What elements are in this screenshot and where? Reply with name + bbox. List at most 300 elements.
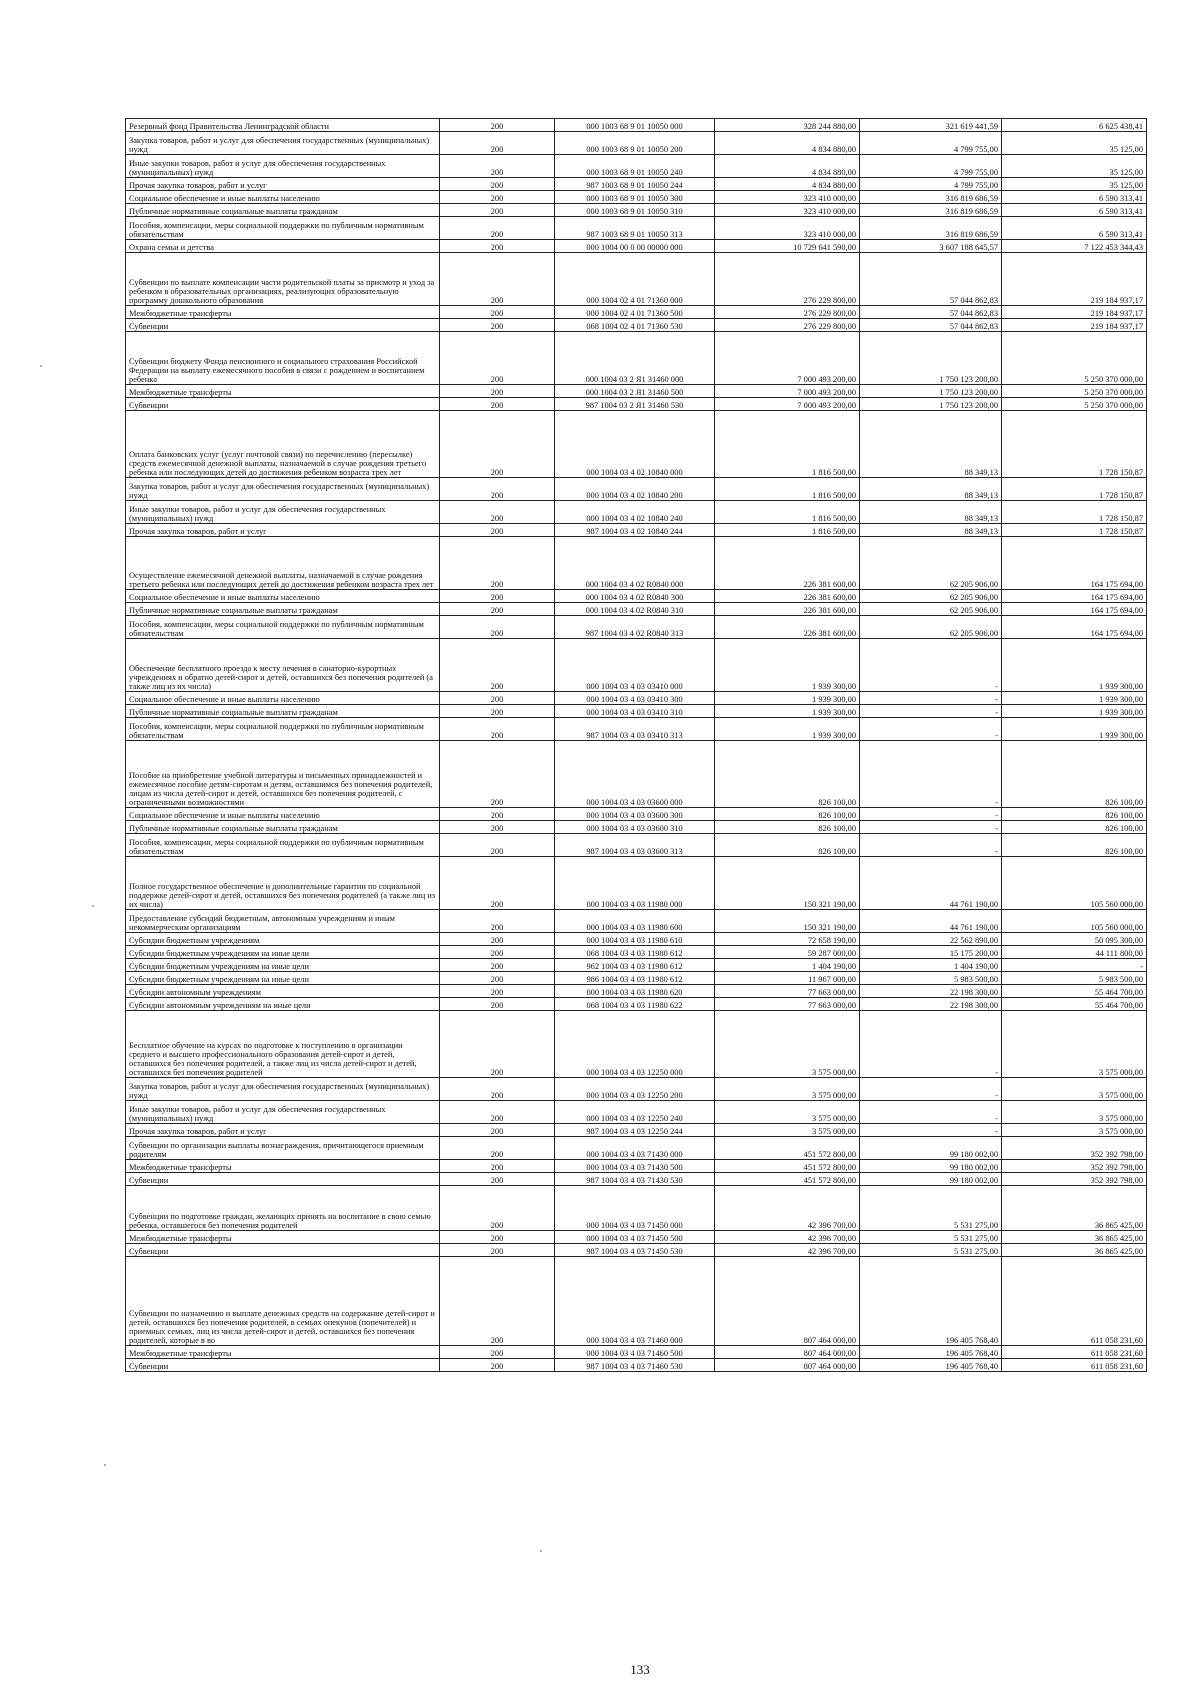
row-approved-amount: 226 381 600,00: [715, 616, 860, 639]
row-unexecuted-amount: 1 728 150,87: [1002, 501, 1147, 524]
row-executed-amount: 196 405 768,40: [860, 1359, 1002, 1372]
row-approved-amount: 1 816 500,00: [715, 478, 860, 501]
row-approved-amount: 3 575 000,00: [715, 1011, 860, 1078]
row-line-code: 200: [440, 1257, 555, 1346]
row-unexecuted-amount: 611 058 231,60: [1002, 1359, 1147, 1372]
row-unexecuted-amount: 352 392 798,00: [1002, 1173, 1147, 1186]
row-name: Бесплатное обучение на курсах по подготовке к поступлению в организации среднего и высшего профессионального образования детей-сирот и детей, оставшихся без попечения родителей, а также лиц из числа детей-сирот и детей, оставшихся без попечения родителей: [126, 1011, 440, 1078]
table-row: [126, 985, 1147, 998]
row-line-code: 200: [440, 524, 555, 537]
row-name: Пособия, компенсации, меры социальной поддержки по публичным нормативным обязательствам: [126, 834, 440, 857]
row-unexecuted-amount: 50 095 300,00: [1002, 933, 1147, 946]
row-approved-amount: 7 000 493 200,00: [715, 332, 860, 385]
table-row: [126, 155, 1147, 178]
row-budget-classification-code: 000 1004 03 4 03 12250 200: [555, 1078, 715, 1101]
row-unexecuted-amount: 36 865 425,00: [1002, 1231, 1147, 1244]
row-executed-amount: 88 349,13: [860, 478, 1002, 501]
row-approved-amount: 77 663 000,00: [715, 998, 860, 1011]
row-unexecuted-amount: 3 575 000,00: [1002, 1078, 1147, 1101]
row-approved-amount: 1 939 300,00: [715, 705, 860, 718]
table-row: [126, 616, 1147, 639]
row-executed-amount: 3 607 188 645,57: [860, 240, 1002, 253]
row-unexecuted-amount: 3 575 000,00: [1002, 1011, 1147, 1078]
row-unexecuted-amount: 164 175 694,00: [1002, 616, 1147, 639]
row-budget-classification-code: 000 1004 03 4 02 R0840 000: [555, 537, 715, 590]
row-approved-amount: 323 410 000,00: [715, 191, 860, 204]
row-line-code: 200: [440, 972, 555, 985]
table-row: [126, 1137, 1147, 1160]
row-line-code: 200: [440, 1124, 555, 1137]
row-unexecuted-amount: 826 100,00: [1002, 834, 1147, 857]
row-executed-amount: 62 205 906,00: [860, 590, 1002, 603]
row-executed-amount: 88 349,13: [860, 501, 1002, 524]
row-name: Полное государственное обеспечение и дополнительные гарантии по социальной поддержке детей-сирот и детей, оставшихся без попечения родителей (а также лиц из их числа): [126, 857, 440, 910]
row-budget-classification-code: 000 1004 03 4 03 71430 000: [555, 1137, 715, 1160]
row-unexecuted-amount: 826 100,00: [1002, 808, 1147, 821]
row-unexecuted-amount: 1 939 300,00: [1002, 692, 1147, 705]
row-budget-classification-code: 987 1004 03 4 03 71450 530: [555, 1244, 715, 1257]
row-line-code: 200: [440, 1078, 555, 1101]
budget-table: [125, 118, 1147, 1372]
row-executed-amount: 99 180 002,00: [860, 1173, 1002, 1186]
row-approved-amount: 807 464 000,00: [715, 1257, 860, 1346]
row-name: Субвенции: [126, 1359, 440, 1372]
row-line-code: 200: [440, 501, 555, 524]
row-unexecuted-amount: -: [1002, 959, 1147, 972]
row-budget-classification-code: 000 1004 03 4 03 11980 610: [555, 933, 715, 946]
row-name: Публичные нормативные социальные выплаты гражданам: [126, 204, 440, 217]
row-executed-amount: 4 799 755,00: [860, 132, 1002, 155]
table-row: [126, 240, 1147, 253]
scan-speck: [540, 1550, 542, 1552]
row-unexecuted-amount: 36 865 425,00: [1002, 1244, 1147, 1257]
row-line-code: 200: [440, 705, 555, 718]
row-budget-classification-code: 000 1003 68 9 01 10050 240: [555, 155, 715, 178]
row-budget-classification-code: 000 1004 03 4 03 12250 240: [555, 1101, 715, 1124]
table-row: [126, 857, 1147, 910]
row-line-code: 200: [440, 590, 555, 603]
row-budget-classification-code: 000 1004 03 4 03 11980 600: [555, 910, 715, 933]
row-budget-classification-code: 000 1004 03 4 03 03600 000: [555, 741, 715, 808]
row-line-code: 200: [440, 155, 555, 178]
row-name: Межбюджетные трансферты: [126, 1160, 440, 1173]
row-line-code: 200: [440, 857, 555, 910]
row-unexecuted-amount: 1 728 150,87: [1002, 524, 1147, 537]
row-budget-classification-code: 000 1003 68 9 01 10050 300: [555, 191, 715, 204]
row-name: Пособия, компенсации, меры социальной поддержки по публичным нормативным обязательствам: [126, 217, 440, 240]
table-row: [126, 1346, 1147, 1359]
row-name: Прочая закупка товаров, работ и услуг: [126, 178, 440, 191]
row-approved-amount: 4 834 880,00: [715, 155, 860, 178]
row-budget-classification-code: 000 1004 03 4 02 R0840 300: [555, 590, 715, 603]
row-approved-amount: 1 816 500,00: [715, 411, 860, 478]
row-executed-amount: 88 349,13: [860, 524, 1002, 537]
row-executed-amount: 44 761 190,00: [860, 910, 1002, 933]
row-budget-classification-code: 000 1004 03 4 03 03410 300: [555, 692, 715, 705]
row-budget-classification-code: 068 1004 03 4 03 11980 612: [555, 946, 715, 959]
row-approved-amount: 451 572 800,00: [715, 1137, 860, 1160]
row-name: Публичные нормативные социальные выплаты гражданам: [126, 821, 440, 834]
table-row: [126, 385, 1147, 398]
row-executed-amount: -: [860, 1124, 1002, 1137]
row-name: Межбюджетные трансферты: [126, 1231, 440, 1244]
row-approved-amount: 11 967 000,00: [715, 972, 860, 985]
row-unexecuted-amount: 6 590 313,41: [1002, 204, 1147, 217]
row-approved-amount: 276 229 800,00: [715, 306, 860, 319]
row-line-code: 200: [440, 119, 555, 132]
row-unexecuted-amount: 6 590 313,41: [1002, 191, 1147, 204]
row-name: Пособия, компенсации, меры социальной поддержки по публичным нормативным обязательствам: [126, 616, 440, 639]
row-unexecuted-amount: 55 464 700,00: [1002, 985, 1147, 998]
row-line-code: 200: [440, 1011, 555, 1078]
row-unexecuted-amount: 6 590 313,41: [1002, 217, 1147, 240]
row-line-code: 200: [440, 306, 555, 319]
table-row: [126, 910, 1147, 933]
row-unexecuted-amount: 164 175 694,00: [1002, 537, 1147, 590]
row-budget-classification-code: 962 1004 03 4 03 11980 612: [555, 959, 715, 972]
row-executed-amount: 44 761 190,00: [860, 857, 1002, 910]
row-executed-amount: 62 205 906,00: [860, 537, 1002, 590]
row-approved-amount: 328 244 880,00: [715, 119, 860, 132]
row-unexecuted-amount: 164 175 694,00: [1002, 603, 1147, 616]
row-line-code: 200: [440, 1186, 555, 1231]
row-budget-classification-code: 987 1004 03 4 03 12250 244: [555, 1124, 715, 1137]
row-line-code: 200: [440, 385, 555, 398]
row-approved-amount: 3 575 000,00: [715, 1124, 860, 1137]
row-approved-amount: 7 000 493 200,00: [715, 398, 860, 411]
row-name: Субвенции по подготовке граждан, желающих принять на воспитание в свою семью ребенка, оставшегося без попечения родителей: [126, 1186, 440, 1231]
row-approved-amount: 10 729 641 590,00: [715, 240, 860, 253]
table-row: [126, 834, 1147, 857]
table-row: [126, 332, 1147, 385]
table-row: [126, 1011, 1147, 1078]
row-unexecuted-amount: 35 125,00: [1002, 178, 1147, 191]
row-executed-amount: 1 750 123 200,00: [860, 385, 1002, 398]
row-executed-amount: 321 619 441,59: [860, 119, 1002, 132]
row-executed-amount: 22 198 300,00: [860, 985, 1002, 998]
row-budget-classification-code: 000 1004 03 4 03 71450 000: [555, 1186, 715, 1231]
table-row: [126, 501, 1147, 524]
row-unexecuted-amount: 1 728 150,87: [1002, 411, 1147, 478]
row-approved-amount: 826 100,00: [715, 741, 860, 808]
row-unexecuted-amount: 3 575 000,00: [1002, 1124, 1147, 1137]
row-approved-amount: 807 464 000,00: [715, 1346, 860, 1359]
table-row: [126, 119, 1147, 132]
row-line-code: 200: [440, 537, 555, 590]
row-name: Социальное обеспечение и иные выплаты населению: [126, 808, 440, 821]
row-executed-amount: 57 044 862,83: [860, 306, 1002, 319]
row-name: Субсидии бюджетным учреждениям на иные цели: [126, 972, 440, 985]
table-row: [126, 705, 1147, 718]
row-executed-amount: 5 531 275,00: [860, 1231, 1002, 1244]
row-executed-amount: 99 180 002,00: [860, 1160, 1002, 1173]
row-budget-classification-code: 000 1003 68 9 01 10050 310: [555, 204, 715, 217]
row-name: Публичные нормативные социальные выплаты гражданам: [126, 603, 440, 616]
row-unexecuted-amount: 7 122 453 344,43: [1002, 240, 1147, 253]
row-budget-classification-code: 000 1004 03 4 03 71460 000: [555, 1257, 715, 1346]
row-approved-amount: 42 396 700,00: [715, 1244, 860, 1257]
row-line-code: 200: [440, 692, 555, 705]
row-budget-classification-code: 000 1004 02 4 01 71360 000: [555, 253, 715, 306]
row-budget-classification-code: 000 1003 68 9 01 10050 000: [555, 119, 715, 132]
row-executed-amount: -: [860, 1101, 1002, 1124]
table-row: [126, 319, 1147, 332]
scan-speck: [104, 1464, 106, 1466]
row-unexecuted-amount: 5 983 500,00: [1002, 972, 1147, 985]
row-budget-classification-code: 987 1004 03 2 Я1 31460 530: [555, 398, 715, 411]
row-budget-classification-code: 987 1003 68 9 01 10050 244: [555, 178, 715, 191]
table-row: [126, 191, 1147, 204]
row-unexecuted-amount: 3 575 000,00: [1002, 1101, 1147, 1124]
row-unexecuted-amount: 105 560 000,00: [1002, 910, 1147, 933]
row-budget-classification-code: 000 1004 03 4 03 71450 500: [555, 1231, 715, 1244]
row-name: Субсидии автономным учреждениям на иные цели: [126, 998, 440, 1011]
row-budget-classification-code: 987 1004 03 4 03 71430 530: [555, 1173, 715, 1186]
row-line-code: 200: [440, 240, 555, 253]
row-name: Закупка товаров, работ и услуг для обеспечения государственных (муниципальных) нужд: [126, 1078, 440, 1101]
row-approved-amount: 150 321 190,00: [715, 857, 860, 910]
row-executed-amount: -: [860, 1011, 1002, 1078]
row-executed-amount: -: [860, 834, 1002, 857]
table-row: [126, 537, 1147, 590]
row-line-code: 200: [440, 603, 555, 616]
row-approved-amount: 276 229 800,00: [715, 253, 860, 306]
row-unexecuted-amount: 826 100,00: [1002, 821, 1147, 834]
row-line-code: 200: [440, 998, 555, 1011]
row-executed-amount: 22 562 890,00: [860, 933, 1002, 946]
table-row: [126, 478, 1147, 501]
row-approved-amount: 226 381 600,00: [715, 603, 860, 616]
row-budget-classification-code: 000 1004 03 4 03 03600 310: [555, 821, 715, 834]
row-executed-amount: -: [860, 692, 1002, 705]
table-row: [126, 1244, 1147, 1257]
row-executed-amount: 5 531 275,00: [860, 1186, 1002, 1231]
row-approved-amount: 451 572 800,00: [715, 1173, 860, 1186]
row-approved-amount: 59 287 000,00: [715, 946, 860, 959]
row-line-code: 200: [440, 808, 555, 821]
row-name: Субсидии автономным учреждениям: [126, 985, 440, 998]
row-name: Субвенции: [126, 1244, 440, 1257]
row-name: Прочая закупка товаров, работ и услуг: [126, 524, 440, 537]
row-budget-classification-code: 000 1004 03 4 03 03410 000: [555, 639, 715, 692]
row-executed-amount: -: [860, 808, 1002, 821]
table-row: [126, 132, 1147, 155]
row-line-code: 200: [440, 910, 555, 933]
row-executed-amount: -: [860, 741, 1002, 808]
row-unexecuted-amount: 611 058 231,60: [1002, 1257, 1147, 1346]
row-unexecuted-amount: 36 865 425,00: [1002, 1186, 1147, 1231]
row-unexecuted-amount: 1 939 300,00: [1002, 639, 1147, 692]
row-executed-amount: 4 799 755,00: [860, 178, 1002, 191]
row-name: Иные закупки товаров, работ и услуг для обеспечения государственных (муниципальных) нужд: [126, 501, 440, 524]
row-budget-classification-code: 000 1004 03 4 02 R0840 310: [555, 603, 715, 616]
row-name: Субвенции: [126, 398, 440, 411]
row-executed-amount: 4 799 755,00: [860, 155, 1002, 178]
row-line-code: 200: [440, 204, 555, 217]
row-name: Публичные нормативные социальные выплаты гражданам: [126, 705, 440, 718]
row-executed-amount: 196 405 768,40: [860, 1257, 1002, 1346]
table-row: [126, 524, 1147, 537]
table-row: [126, 808, 1147, 821]
row-executed-amount: 316 819 686,59: [860, 204, 1002, 217]
row-budget-classification-code: 000 1004 03 4 03 11980 620: [555, 985, 715, 998]
row-approved-amount: 3 575 000,00: [715, 1078, 860, 1101]
row-executed-amount: 62 205 906,00: [860, 603, 1002, 616]
row-executed-amount: 5 531 275,00: [860, 1244, 1002, 1257]
row-unexecuted-amount: 105 560 000,00: [1002, 857, 1147, 910]
row-approved-amount: 42 396 700,00: [715, 1186, 860, 1231]
row-name: Субвенции по выплате компенсации части родительской платы за присмотр и уход за ребенком в образовательных организациях, реализующих образовательную программу дошкольного образования: [126, 253, 440, 306]
row-approved-amount: 42 396 700,00: [715, 1231, 860, 1244]
row-approved-amount: 226 381 600,00: [715, 537, 860, 590]
table-row: [126, 253, 1147, 306]
row-name: Межбюджетные трансферты: [126, 1346, 440, 1359]
row-approved-amount: 226 381 600,00: [715, 590, 860, 603]
row-line-code: 200: [440, 217, 555, 240]
row-approved-amount: 826 100,00: [715, 821, 860, 834]
row-executed-amount: -: [860, 718, 1002, 741]
row-executed-amount: 22 198 300,00: [860, 998, 1002, 1011]
row-name: Межбюджетные трансферты: [126, 385, 440, 398]
row-budget-classification-code: 000 1004 03 4 02 10840 200: [555, 478, 715, 501]
row-unexecuted-amount: 164 175 694,00: [1002, 590, 1147, 603]
row-name: Пособие на приобретение учебной литературы и письменных принадлежностей и ежемесячное пособие детям-сиротам и детям, оставшимся без попечения родителей, лицам из числа детей-сирот и детей, оставшихся без попечения родителей, с ограниченными возможностями: [126, 741, 440, 808]
row-executed-amount: 99 180 002,00: [860, 1137, 1002, 1160]
table-row: [126, 639, 1147, 692]
row-approved-amount: 1 939 300,00: [715, 692, 860, 705]
row-budget-classification-code: 000 1004 00 0 00 00000 000: [555, 240, 715, 253]
row-name: Пособия, компенсации, меры социальной поддержки по публичным нормативным обязательствам: [126, 718, 440, 741]
table-row: [126, 972, 1147, 985]
row-budget-classification-code: 000 1004 03 2 Я1 31460 500: [555, 385, 715, 398]
row-approved-amount: 4 834 880,00: [715, 178, 860, 191]
row-name: Субвенции: [126, 319, 440, 332]
row-executed-amount: 5 983 500,00: [860, 972, 1002, 985]
table-row: [126, 1173, 1147, 1186]
table-row: [126, 821, 1147, 834]
row-executed-amount: -: [860, 705, 1002, 718]
row-line-code: 200: [440, 411, 555, 478]
row-line-code: 200: [440, 933, 555, 946]
row-approved-amount: 4 834 880,00: [715, 132, 860, 155]
row-budget-classification-code: 987 1003 68 9 01 10050 313: [555, 217, 715, 240]
row-executed-amount: 15 175 200,00: [860, 946, 1002, 959]
row-line-code: 200: [440, 319, 555, 332]
row-approved-amount: 7 000 493 200,00: [715, 385, 860, 398]
row-budget-classification-code: 986 1004 03 4 03 11980 612: [555, 972, 715, 985]
row-budget-classification-code: 000 1004 03 4 03 11980 000: [555, 857, 715, 910]
row-name: Социальное обеспечение и иные выплаты населению: [126, 590, 440, 603]
table-row: [126, 204, 1147, 217]
row-name: Субсидии бюджетным учреждениям на иные цели: [126, 946, 440, 959]
table-row: [126, 959, 1147, 972]
row-budget-classification-code: 987 1004 03 4 03 03410 313: [555, 718, 715, 741]
row-line-code: 200: [440, 398, 555, 411]
row-approved-amount: 1 939 300,00: [715, 639, 860, 692]
row-approved-amount: 1 816 500,00: [715, 501, 860, 524]
row-unexecuted-amount: 55 464 700,00: [1002, 998, 1147, 1011]
row-name: Субвенции: [126, 1173, 440, 1186]
table-row: [126, 692, 1147, 705]
row-name: Социальное обеспечение и иные выплаты населению: [126, 692, 440, 705]
table-row: [126, 998, 1147, 1011]
row-unexecuted-amount: 1 939 300,00: [1002, 705, 1147, 718]
row-line-code: 200: [440, 191, 555, 204]
row-unexecuted-amount: 219 184 937,17: [1002, 253, 1147, 306]
row-approved-amount: 77 663 000,00: [715, 985, 860, 998]
row-executed-amount: 57 044 862,83: [860, 253, 1002, 306]
table-row: [126, 1359, 1147, 1372]
row-budget-classification-code: 000 1004 03 4 03 03410 310: [555, 705, 715, 718]
row-budget-classification-code: 000 1004 03 4 03 03600 300: [555, 808, 715, 821]
page-number: 133: [630, 1662, 650, 1677]
row-unexecuted-amount: 219 184 937,17: [1002, 306, 1147, 319]
row-unexecuted-amount: 1 728 150,87: [1002, 478, 1147, 501]
row-budget-classification-code: 987 1004 03 4 03 71460 530: [555, 1359, 715, 1372]
row-budget-classification-code: 000 1003 68 9 01 10050 200: [555, 132, 715, 155]
row-line-code: 200: [440, 821, 555, 834]
row-name: Межбюджетные трансферты: [126, 306, 440, 319]
row-budget-classification-code: 000 1004 03 4 02 10840 000: [555, 411, 715, 478]
row-budget-classification-code: 987 1004 03 4 03 03600 313: [555, 834, 715, 857]
row-line-code: 200: [440, 741, 555, 808]
row-executed-amount: 316 819 686,59: [860, 191, 1002, 204]
row-name: Предоставление субсидий бюджетным, автономным учреждениям и иным некоммерческим организациям: [126, 910, 440, 933]
row-budget-classification-code: 987 1004 03 4 02 R0840 313: [555, 616, 715, 639]
row-executed-amount: -: [860, 1078, 1002, 1101]
row-unexecuted-amount: 1 939 300,00: [1002, 718, 1147, 741]
row-budget-classification-code: 000 1004 03 4 03 12250 000: [555, 1011, 715, 1078]
row-unexecuted-amount: 44 111 800,00: [1002, 946, 1147, 959]
row-name: Субсидии бюджетным учреждениям на иные цели: [126, 959, 440, 972]
row-approved-amount: 150 321 190,00: [715, 910, 860, 933]
table-row: [126, 1186, 1147, 1231]
row-line-code: 200: [440, 1359, 555, 1372]
row-line-code: 200: [440, 834, 555, 857]
row-approved-amount: 807 464 000,00: [715, 1359, 860, 1372]
budget-table-body: [126, 119, 1147, 1372]
row-budget-classification-code: 000 1004 03 4 03 71460 500: [555, 1346, 715, 1359]
row-unexecuted-amount: 611 058 231,60: [1002, 1346, 1147, 1359]
row-approved-amount: 826 100,00: [715, 834, 860, 857]
row-approved-amount: 1 404 190,00: [715, 959, 860, 972]
row-unexecuted-amount: 352 392 798,00: [1002, 1160, 1147, 1173]
table-row: [126, 398, 1147, 411]
row-name: Резервный фонд Правительства Ленинградской области: [126, 119, 440, 132]
row-budget-classification-code: 000 1004 03 4 03 71430 500: [555, 1160, 715, 1173]
row-unexecuted-amount: 826 100,00: [1002, 741, 1147, 808]
row-line-code: 200: [440, 718, 555, 741]
row-approved-amount: 323 410 000,00: [715, 204, 860, 217]
row-executed-amount: 1 750 123 200,00: [860, 398, 1002, 411]
row-name: Оплата банковских услуг (услуг почтовой связи) по перечислению (пересылке) средств ежемесячной денежной выплаты, назначаемой в случае рождения третьего ребенка или последующих детей до достижения ребенком возраста трех лет: [126, 411, 440, 478]
table-row: [126, 411, 1147, 478]
row-budget-classification-code: 000 1004 03 2 Я1 31460 000: [555, 332, 715, 385]
table-row: [126, 178, 1147, 191]
table-row: [126, 1124, 1147, 1137]
row-executed-amount: 1 750 123 200,00: [860, 332, 1002, 385]
row-line-code: 200: [440, 1101, 555, 1124]
row-executed-amount: 196 405 768,40: [860, 1346, 1002, 1359]
scan-speck: [92, 905, 94, 907]
row-unexecuted-amount: 5 250 370 000,00: [1002, 332, 1147, 385]
row-unexecuted-amount: 352 392 798,00: [1002, 1137, 1147, 1160]
row-line-code: 200: [440, 1137, 555, 1160]
table-row: [126, 1257, 1147, 1346]
row-approved-amount: 276 229 800,00: [715, 319, 860, 332]
table-row: [126, 603, 1147, 616]
row-executed-amount: -: [860, 639, 1002, 692]
